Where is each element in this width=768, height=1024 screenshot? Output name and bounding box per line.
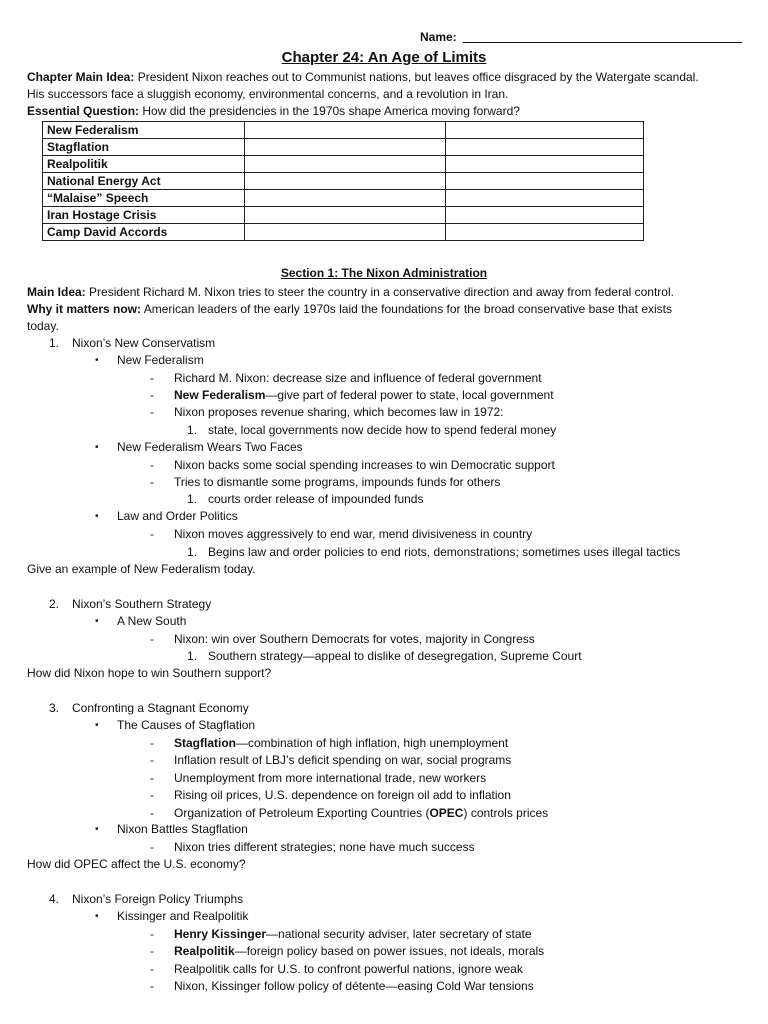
dash-icon: -: [150, 927, 154, 941]
section-main-idea-label: Main Idea:: [27, 285, 86, 299]
outline-detail: Nixon proposes revenue sharing, which becomes law in 1972:: [174, 405, 504, 419]
why-label: Why it matters now:: [27, 302, 142, 316]
outline-detail: [174, 388, 554, 403]
outline-bullet: A New South: [117, 614, 187, 628]
outline-number: 2.: [49, 597, 60, 611]
outline-heading: Nixon’s Southern Strategy: [72, 597, 212, 611]
answer-cell[interactable]: [446, 173, 644, 190]
why-text: American leaders of the early 1970s laid the foundations for the broad conservative base that exists: [143, 302, 672, 316]
vocab-term: Camp David Accords: [43, 224, 245, 241]
outline-detail: Unemployment from more international trade, new workers: [174, 771, 487, 785]
table-row: [43, 207, 644, 224]
outline-subdetail: state, local governments now decide how to spend federal money: [208, 423, 557, 437]
outline-detail: Inflation result of LBJ’s deficit spending on war, social programs: [174, 753, 512, 767]
bullet-icon: •: [95, 616, 99, 627]
dash-icon: -: [150, 840, 154, 854]
dash-icon: -: [150, 979, 154, 993]
main-idea-continued: His successors face a sluggish economy, environmental concerns, and a revolution in Iran.: [27, 87, 509, 101]
vocab-term: National Energy Act: [43, 173, 245, 190]
outline-detail: Nixon moves aggressively to end war, mend divisiveness in country: [174, 527, 533, 541]
term-bold: Henry Kissinger: [174, 927, 267, 941]
name-blank-line[interactable]: [463, 42, 742, 43]
outline-number: 4.: [49, 892, 60, 906]
why-text-continued: today.: [27, 319, 59, 333]
dash-icon: -: [150, 388, 154, 402]
vocab-term: Stagflation: [43, 139, 245, 156]
vocab-term: Realpolitik: [43, 156, 245, 173]
outline-detail: Nixon, Kissinger follow policy of détente—easing Cold War tensions: [174, 979, 534, 993]
vocab-term: “Malaise” Speech: [43, 190, 245, 207]
outline-detail: Nixon tries different strategies; none have much success: [174, 840, 475, 854]
answer-cell[interactable]: [245, 139, 446, 156]
outline-detail: [174, 736, 508, 751]
term-definition: —combination of high inflation, high unemployment: [236, 736, 509, 750]
chapter-title: Chapter 24: An Age of Limits: [281, 49, 487, 66]
name-label: Name:: [420, 30, 457, 44]
answer-cell[interactable]: [245, 122, 446, 139]
outline-heading: Nixon’s Foreign Policy Triumphs: [72, 892, 244, 906]
bullet-icon: •: [95, 355, 99, 366]
answer-cell[interactable]: [446, 139, 644, 156]
answer-cell[interactable]: [446, 156, 644, 173]
dash-icon: -: [150, 371, 154, 385]
dash-icon: -: [150, 632, 154, 646]
outline-heading: Confronting a Stagnant Economy: [72, 701, 249, 715]
why-it-matters: [27, 302, 672, 317]
question: How did OPEC affect the U.S. economy?: [27, 857, 246, 871]
outline-detail: Rising oil prices, U.S. dependence on foreign oil add to inflation: [174, 788, 511, 802]
dash-icon: -: [150, 405, 154, 419]
answer-cell[interactable]: [446, 190, 644, 207]
term-definition: —foreign policy based on power issues, not ideals, morals: [234, 944, 545, 958]
outline-detail: [174, 927, 532, 942]
answer-cell[interactable]: [245, 156, 446, 173]
bullet-icon: •: [95, 720, 99, 731]
chapter-main-idea: [27, 70, 699, 85]
answer-cell[interactable]: [446, 122, 644, 139]
answer-cell[interactable]: [245, 207, 446, 224]
main-idea-text: President Nixon reaches out to Communist nations, but leaves office disgraced by the Watergate scandal.: [137, 70, 699, 84]
sub-number: 1.: [187, 545, 198, 559]
essential-text: How did the presidencies in the 1970s shape America moving forward?: [142, 104, 520, 118]
vocab-table: [42, 121, 644, 241]
question: Give an example of New Federalism today.: [27, 562, 256, 576]
dash-icon: -: [150, 944, 154, 958]
dash-icon: -: [150, 527, 154, 541]
outline-subdetail: Southern strategy—appeal to dislike of desegregation, Supreme Court: [208, 649, 582, 663]
outline-bullet: The Causes of Stagflation: [117, 718, 256, 732]
bullet-icon: •: [95, 511, 99, 522]
term-bold: OPEC: [429, 806, 464, 820]
section-main-idea-text: President Richard M. Nixon tries to steer the country in a conservative direction and away from federal control.: [89, 285, 674, 299]
outline-bullet: New Federalism Wears Two Faces: [117, 440, 303, 454]
table-row: [43, 173, 644, 190]
term-bold: Stagflation: [174, 736, 236, 750]
sub-number: 1.: [187, 423, 198, 437]
vocab-term: Iran Hostage Crisis: [43, 207, 245, 224]
answer-cell[interactable]: [245, 173, 446, 190]
outline-bullet: New Federalism: [117, 353, 204, 367]
table-row: [43, 139, 644, 156]
answer-cell[interactable]: [245, 190, 446, 207]
outline-detail: Richard M. Nixon: decrease size and influence of federal government: [174, 371, 542, 385]
outline-detail: Nixon: win over Southern Democrats for votes, majority in Congress: [174, 632, 535, 646]
essential-question: [27, 104, 520, 119]
bullet-icon: •: [95, 824, 99, 835]
table-row: [43, 156, 644, 173]
dash-icon: -: [150, 736, 154, 750]
outline-detail: Realpolitik calls for U.S. to confront powerful nations, ignore weak: [174, 962, 523, 976]
outline-heading: Nixon’s New Conservatism: [72, 336, 216, 350]
essential-label: Essential Question:: [27, 104, 140, 118]
outline-detail: Nixon backs some social spending increases to win Democratic support: [174, 458, 555, 472]
detail-text: Organization of Petroleum Exporting Countries (: [174, 806, 430, 820]
dash-icon: -: [150, 788, 154, 802]
dash-icon: -: [150, 458, 154, 472]
term-bold: Realpolitik: [174, 944, 235, 958]
sub-number: 1.: [187, 649, 198, 663]
table-row: [43, 190, 644, 207]
outline-bullet: Nixon Battles Stagflation: [117, 822, 248, 836]
answer-cell[interactable]: [245, 224, 446, 241]
outline-number: 1.: [49, 336, 60, 350]
outline-subdetail: courts order release of impounded funds: [208, 492, 424, 506]
answer-cell[interactable]: [446, 207, 644, 224]
main-idea-label: Chapter Main Idea:: [27, 70, 135, 84]
dash-icon: -: [150, 806, 154, 820]
dash-icon: -: [150, 475, 154, 489]
outline-detail: [174, 944, 544, 959]
outline-detail: [174, 806, 548, 821]
bullet-icon: •: [95, 442, 99, 453]
section-main-idea: [27, 285, 674, 300]
term-bold: New Federalism: [174, 388, 266, 402]
table-row: [43, 224, 644, 241]
sub-number: 1.: [187, 492, 198, 506]
term-definition: —national security adviser, later secretary of state: [266, 927, 532, 941]
outline-number: 3.: [49, 701, 60, 715]
bullet-icon: •: [95, 911, 99, 922]
outline-bullet: Kissinger and Realpolitik: [117, 909, 249, 923]
question: How did Nixon hope to win Southern support?: [27, 666, 272, 680]
detail-text: ) controls prices: [463, 806, 549, 820]
vocab-term: New Federalism: [43, 122, 245, 139]
dash-icon: -: [150, 962, 154, 976]
outline-detail: Tries to dismantle some programs, impounds funds for others: [174, 475, 501, 489]
table-row: [43, 122, 644, 139]
outline-bullet: Law and Order Politics: [117, 509, 238, 523]
dash-icon: -: [150, 771, 154, 785]
outline-subdetail: Begins law and order policies to end riots, demonstrations; sometimes uses illegal tactics: [208, 545, 681, 559]
term-definition: —give part of federal power to state, local government: [265, 388, 554, 402]
section-title: Section 1: The Nixon Administration: [280, 266, 488, 280]
answer-cell[interactable]: [446, 224, 644, 241]
dash-icon: -: [150, 753, 154, 767]
